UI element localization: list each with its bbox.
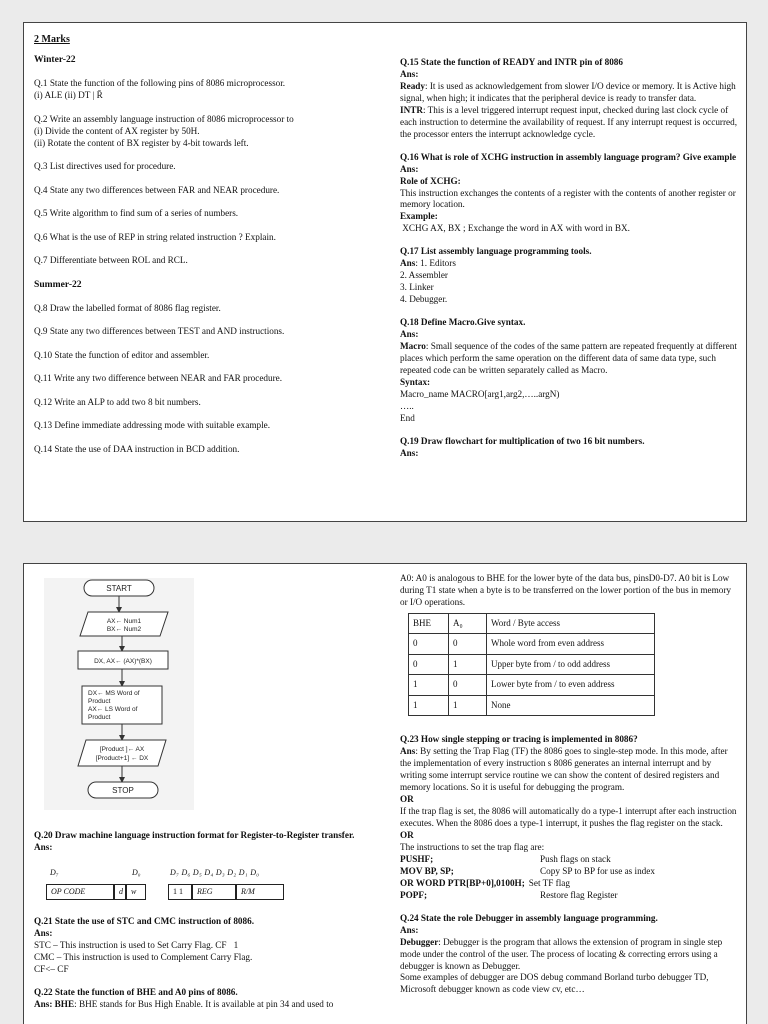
cf-text: CF<– CF <box>34 963 69 974</box>
debugger-examples: Some examples of debugger are DOS debug command Borland turbo debugger TD, Microsoft debugger known as code view cv, etc… <box>400 972 709 995</box>
question-14: Q.14 State the use of DAA instruction in BCD addition. <box>34 443 240 454</box>
table-row <box>409 695 655 716</box>
question-17: Q.17 List assembly language programming tools. <box>400 246 592 257</box>
winter-heading: Winter-22 <box>34 54 76 65</box>
tool-4: 4. Debugger. <box>400 294 448 305</box>
flow-product-1: DX← MS Word of <box>88 690 140 697</box>
example-heading: Example: <box>400 211 438 222</box>
bhe-definition: : BHE stands for Bus High Enable. It is available at pin 34 and used to <box>74 998 334 1009</box>
syntax-line: Macro_name MACRO[arg1,arg2,…..argN) <box>400 388 560 399</box>
question-7: Q.7 Differentiate between ROL and RCL. <box>34 255 188 266</box>
table-cell: 1 <box>449 695 487 716</box>
table-cell: 0 <box>449 634 487 655</box>
or-label-2: OR <box>400 829 414 840</box>
tool-3: 3. Linker <box>400 282 434 293</box>
fmt-bits-second: D₇ D₆ D₅ D₄ D₃ D₂ D₁ D₀ <box>170 867 260 877</box>
q24-ans-label: Ans: <box>400 924 419 935</box>
table-cell: 0 <box>449 675 487 696</box>
debugger-term: Debugger <box>400 936 439 947</box>
section-title: 2 Marks <box>34 34 70 45</box>
question-23: Q.23 How single stepping or tracing is implemented in 8086? <box>400 734 638 745</box>
fmt-w-cell: w <box>126 884 146 900</box>
ready-definition: : It is used as acknowledgement from slower I/O device or memory. It is Active high signal, when high; it indicates that the peripheral device is ready to transfer data. <box>400 80 736 103</box>
flow-input-2: BX← Num2 <box>106 626 142 633</box>
bhe-answer <box>34 999 379 1011</box>
table-cell: Upper byte from / to odd address <box>487 654 655 675</box>
syntax-heading: Syntax: <box>400 376 431 387</box>
fmt-d-cell: d <box>114 884 126 900</box>
q15-ans-label: Ans: <box>400 68 419 79</box>
q19-ans-label: Ans: <box>400 447 419 458</box>
debugger-definition: : Debugger is the program that allows the extension of program in single step mode under the control of the user. The process of locating & correcting errors using a debugger is known as Debugger. <box>400 936 723 971</box>
flow-input-1: AX← Num1 <box>106 618 142 625</box>
q18-ans-label: Ans: <box>400 329 419 340</box>
q2-sub-1: (i) Divide the content of AX register by 50H. <box>34 125 200 136</box>
instr-code: PUSHF; <box>400 853 434 864</box>
table-cell: None <box>487 695 655 716</box>
summer-heading: Summer-22 <box>34 278 82 290</box>
flow-product-3: AX← LS Word of <box>88 706 138 713</box>
bhe-term: Ans: BHE <box>34 998 75 1009</box>
instr-code: MOV BP, SP; <box>400 865 454 876</box>
table-header-access: Word / Byte access <box>487 613 655 634</box>
page1-left-column <box>34 33 379 467</box>
cmc-text: CMC – This instruction is used to Complement Carry Flag. <box>34 951 253 962</box>
tools-ans-label: Ans <box>400 258 416 269</box>
stc-text: STC – This instruction is used to Set Carry Flag. CF⃞1 <box>34 939 239 950</box>
macro-definition: : Small sequence of the codes of the same pattern are repeated frequently at different places which perform the same operation on the different data of same data type, such repeated code can be written separately called as Macro. <box>400 341 737 375</box>
fmt-opcode-cell: OP CODE <box>46 884 114 900</box>
question-9: Q.9 State any two differences between TEST and AND instructions. <box>34 326 285 337</box>
table-row <box>409 654 655 675</box>
flow-output-1: [Product ]← AX <box>99 746 145 753</box>
syntax-dots: ….. <box>400 400 414 411</box>
question-21: Q.21 State the use of STC and CMC instruction of 8086. <box>34 915 254 926</box>
question-12: Q.12 Write an ALP to add two 8 bit numbers. <box>34 396 201 407</box>
q23-ans-text: : By setting the Trap Flag (TF) the 8086 goes to single-step mode. In this mode, after the implementation of every instruction s 8086 generates an internal interrupt and by writing some interrupt service routine we can show the content of desired registers and memory locations. So it is useful for debugging the program. <box>400 746 728 793</box>
instr-comment: Copy SP to BP for use as index <box>540 865 655 876</box>
fmt-rm-cell: R/M <box>236 884 284 900</box>
table-cell: 1 <box>449 654 487 675</box>
ready-answer <box>400 81 740 105</box>
question-1 <box>34 78 379 102</box>
q20-ans-label: Ans: <box>34 841 53 852</box>
q1-sub: (i) ALE (ii) DT | R̄ <box>34 90 103 101</box>
question-6: Q.6 What is the use of REP in string related instruction ? Explain. <box>34 231 276 242</box>
question-13: Q.13 Define immediate addressing mode with suitable example. <box>34 420 271 431</box>
page-2 <box>23 563 747 1024</box>
question-16: Q.16 What is role of XCHG instruction in assembly language program? Give example <box>400 151 737 162</box>
question-18: Q.18 Define Macro.Give syntax. <box>400 317 526 328</box>
debugger-answer <box>400 937 740 973</box>
table-row <box>409 634 655 655</box>
flow-multiply-label: DX, AX← (AX)*(BX) <box>94 658 152 665</box>
instr-row <box>400 866 740 878</box>
tool-2: 2. Assembler <box>400 270 448 281</box>
macro-answer <box>400 341 740 377</box>
question-3: Q.3 List directives used for procedure. <box>34 161 176 172</box>
instr-code: POPF; <box>400 889 428 900</box>
q2-sub-2: (ii) Rotate the content of BX register by 4-bit towards left. <box>34 137 249 148</box>
flow-output-node <box>78 740 166 766</box>
page-1 <box>23 22 747 522</box>
table-header-bhe: BHE <box>409 613 449 634</box>
q23-ans-label: Ans <box>400 746 416 757</box>
question-24: Q.24 State the role Debugger in assembly language programming. <box>400 912 658 923</box>
bhe-a0-table <box>408 613 655 717</box>
table-cell: 0 <box>409 634 449 655</box>
fmt-reg-cell: REG <box>192 884 236 900</box>
instr-comment: Restore flag Register <box>540 889 618 900</box>
flow-product-2: Product <box>88 698 111 705</box>
fmt-d7-first: D₇ <box>50 867 59 877</box>
flow-stop-label: STOP <box>112 786 134 795</box>
q1-text: Q.1 State the function of the following pins of 8086 microprocessor. <box>34 78 286 89</box>
table-cell: Whole word from even address <box>487 634 655 655</box>
ready-term: Ready <box>400 80 426 91</box>
flowchart-svg <box>44 578 194 810</box>
q23-or-text-2: The instructions to set the trap flag are: <box>400 841 545 852</box>
question-10: Q.10 State the function of editor and assembler. <box>34 349 210 360</box>
tool-1 <box>400 258 740 270</box>
or-label-1: OR <box>400 794 414 805</box>
q2-text: Q.2 Write an assembly language instruction of 8086 microprocessor to <box>34 113 294 124</box>
question-5: Q.5 Write algorithm to find sum of a series of numbers. <box>34 208 239 219</box>
page2-right-column <box>400 573 740 996</box>
flow-output-2: [Product+1] ← DX <box>95 755 149 762</box>
question-11: Q.11 Write any two difference between NEAR and FAR procedure. <box>34 373 283 384</box>
instr-code: OR WORD PTR[BP+0],0100H; <box>400 877 525 888</box>
fmt-11-cell: 1 1 <box>168 884 192 900</box>
question-19: Q.19 Draw flowchart for multiplication of two 16 bit numbers. <box>400 435 645 446</box>
question-20: Q.20 Draw machine language instruction format for Register-to-Register transfer. <box>34 830 355 840</box>
flow-start-label: START <box>106 584 132 593</box>
table-cell: 0 <box>409 654 449 675</box>
instruction-format <box>34 868 379 904</box>
q23-or-text-1: If the trap flag is set, the 8086 will automatically do a type-1 interrupt after each instruction executes. When the 8086 does a type-1 interrupt, it pushes the flag register on the stack. <box>400 806 737 829</box>
q21-ans-label: Ans: <box>34 927 53 938</box>
question-8: Q.8 Draw the labelled format of 8086 flag register. <box>34 302 221 313</box>
tool-1-text: : 1. Editors <box>415 258 456 269</box>
instr-comment: Push flags on stack <box>540 853 611 864</box>
table-cell: Lower byte from / to even address <box>487 675 655 696</box>
instr-comment: Set TF flag <box>528 877 570 888</box>
a0-text: A0: A0 is analogous to BHE for the lower byte of the data bus, pinsD0-D7. A0 bit is Low during T1 state when a byte is to be transferred on the lower portion of the bus in memory or I/O operations. <box>400 573 732 607</box>
table-cell: 1 <box>409 695 449 716</box>
table-header-a0: A₀ <box>449 613 487 634</box>
question-15: Q.15 State the function of READY and INTR pin of 8086 <box>400 57 623 67</box>
flow-product-4: Product <box>88 714 111 721</box>
instr-row <box>400 854 740 866</box>
fmt-d0-first: D₀ <box>132 867 141 877</box>
intr-definition: : This is a level triggered interrupt request input, checked during last clock cycle of each instruction to determine the availability of request. If any interrupt request is occurred, the processor enters the interrupt acknowledge cycle. <box>400 104 738 139</box>
table-row <box>409 675 655 696</box>
role-xchg-heading: Role of XCHG: <box>400 175 461 186</box>
q23-answer <box>400 746 740 794</box>
syntax-end: End <box>400 412 415 423</box>
intr-term: INTR <box>400 104 423 115</box>
instr-row <box>400 890 740 902</box>
macro-term: Macro <box>400 341 426 352</box>
q16-ans-label: Ans: <box>400 163 419 174</box>
page2-left-column <box>34 578 379 1011</box>
multiplication-flowchart <box>44 578 194 810</box>
table-header-row <box>409 613 655 634</box>
xchg-description: This instruction exchanges the contents of a register with the contents of another register or memory location. <box>400 187 736 210</box>
question-22: Q.22 State the function of BHE and A0 pins of 8086. <box>34 986 238 997</box>
page1-right-column <box>400 57 740 460</box>
table-cell: 1 <box>409 675 449 696</box>
intr-answer <box>400 105 740 141</box>
instr-row <box>400 878 740 890</box>
xchg-example: XCHG AX, BX ; Exchange the word in AX with word in BX. <box>400 223 630 234</box>
question-4: Q.4 State any two differences between FAR and NEAR procedure. <box>34 184 280 195</box>
question-2 <box>34 114 379 150</box>
